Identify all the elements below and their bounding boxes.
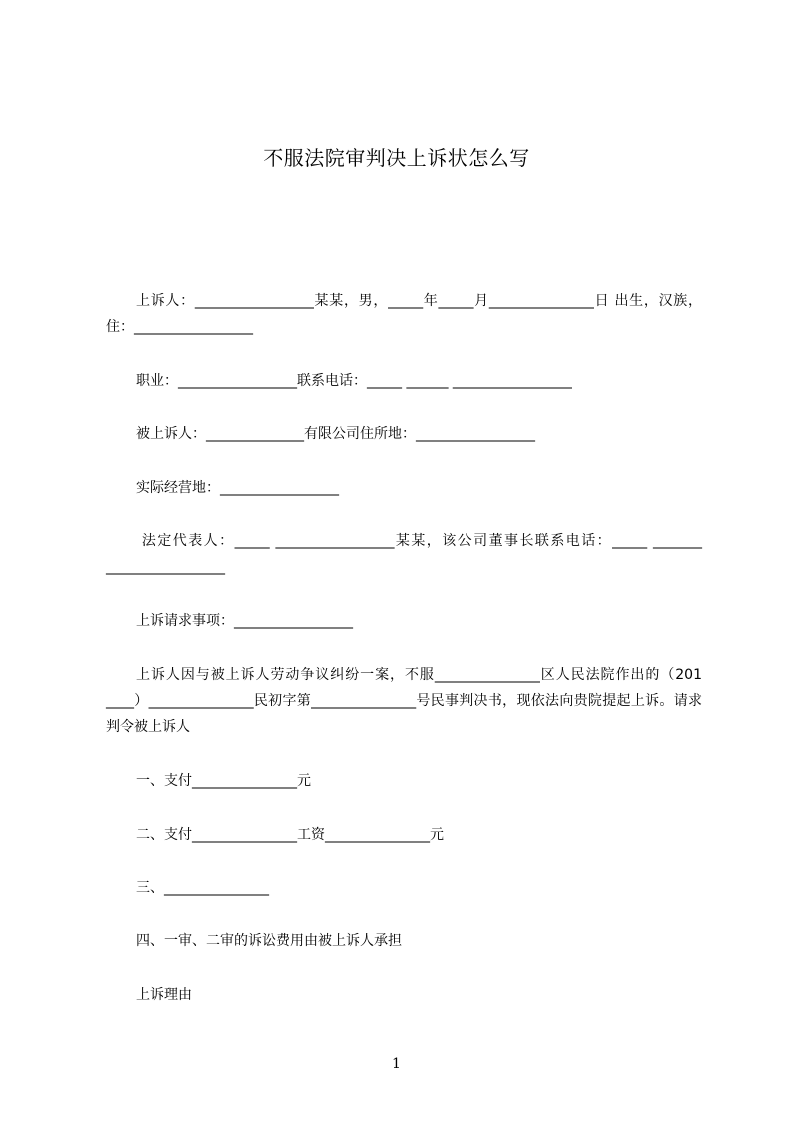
paragraph-item-one: 一、支付_______________元 <box>136 773 311 789</box>
paragraph-appeal-requests: 上诉请求事项：_________________ <box>136 613 353 629</box>
page-number: 1 <box>392 1056 401 1072</box>
paragraph-item-three: 三、_______________ <box>136 880 269 896</box>
paragraph-appeal-reasons: 上诉理由 <box>136 987 192 1003</box>
paragraph-item-two: 二、支付_______________工资_______________元 <box>136 827 444 843</box>
paragraph-appellant: 上诉人：_________________某某，男，_____年_____月_______________日 出生，汉族，住：_________________ <box>106 293 702 335</box>
paragraph-item-four: 四、一审、二审的诉讼费用由被上诉人承担 <box>136 933 402 949</box>
paragraph-legal-representative: 法定代表人：_____ _________________某某，该公司董事长联系电话：_____ _______ _________________ <box>106 533 707 575</box>
document-title: 不服法院审判决上诉状怎么写 <box>263 146 530 170</box>
paragraph-appellee: 被上诉人：______________有限公司住所地：_________________ <box>136 426 535 442</box>
paragraph-case-statement: 上诉人因与被上诉人劳动争议纠纷一案，不服_______________区人民法院作出的（201 ____）_______________民初字第_______________号民事判决书，现依法向贵院提起上诉。请求判令被上诉人 <box>106 667 707 735</box>
paragraph-occupation: 职业：_________________联系电话：_____ ______ _________________ <box>136 373 572 389</box>
paragraph-business-address: 实际经营地：_________________ <box>136 480 339 496</box>
